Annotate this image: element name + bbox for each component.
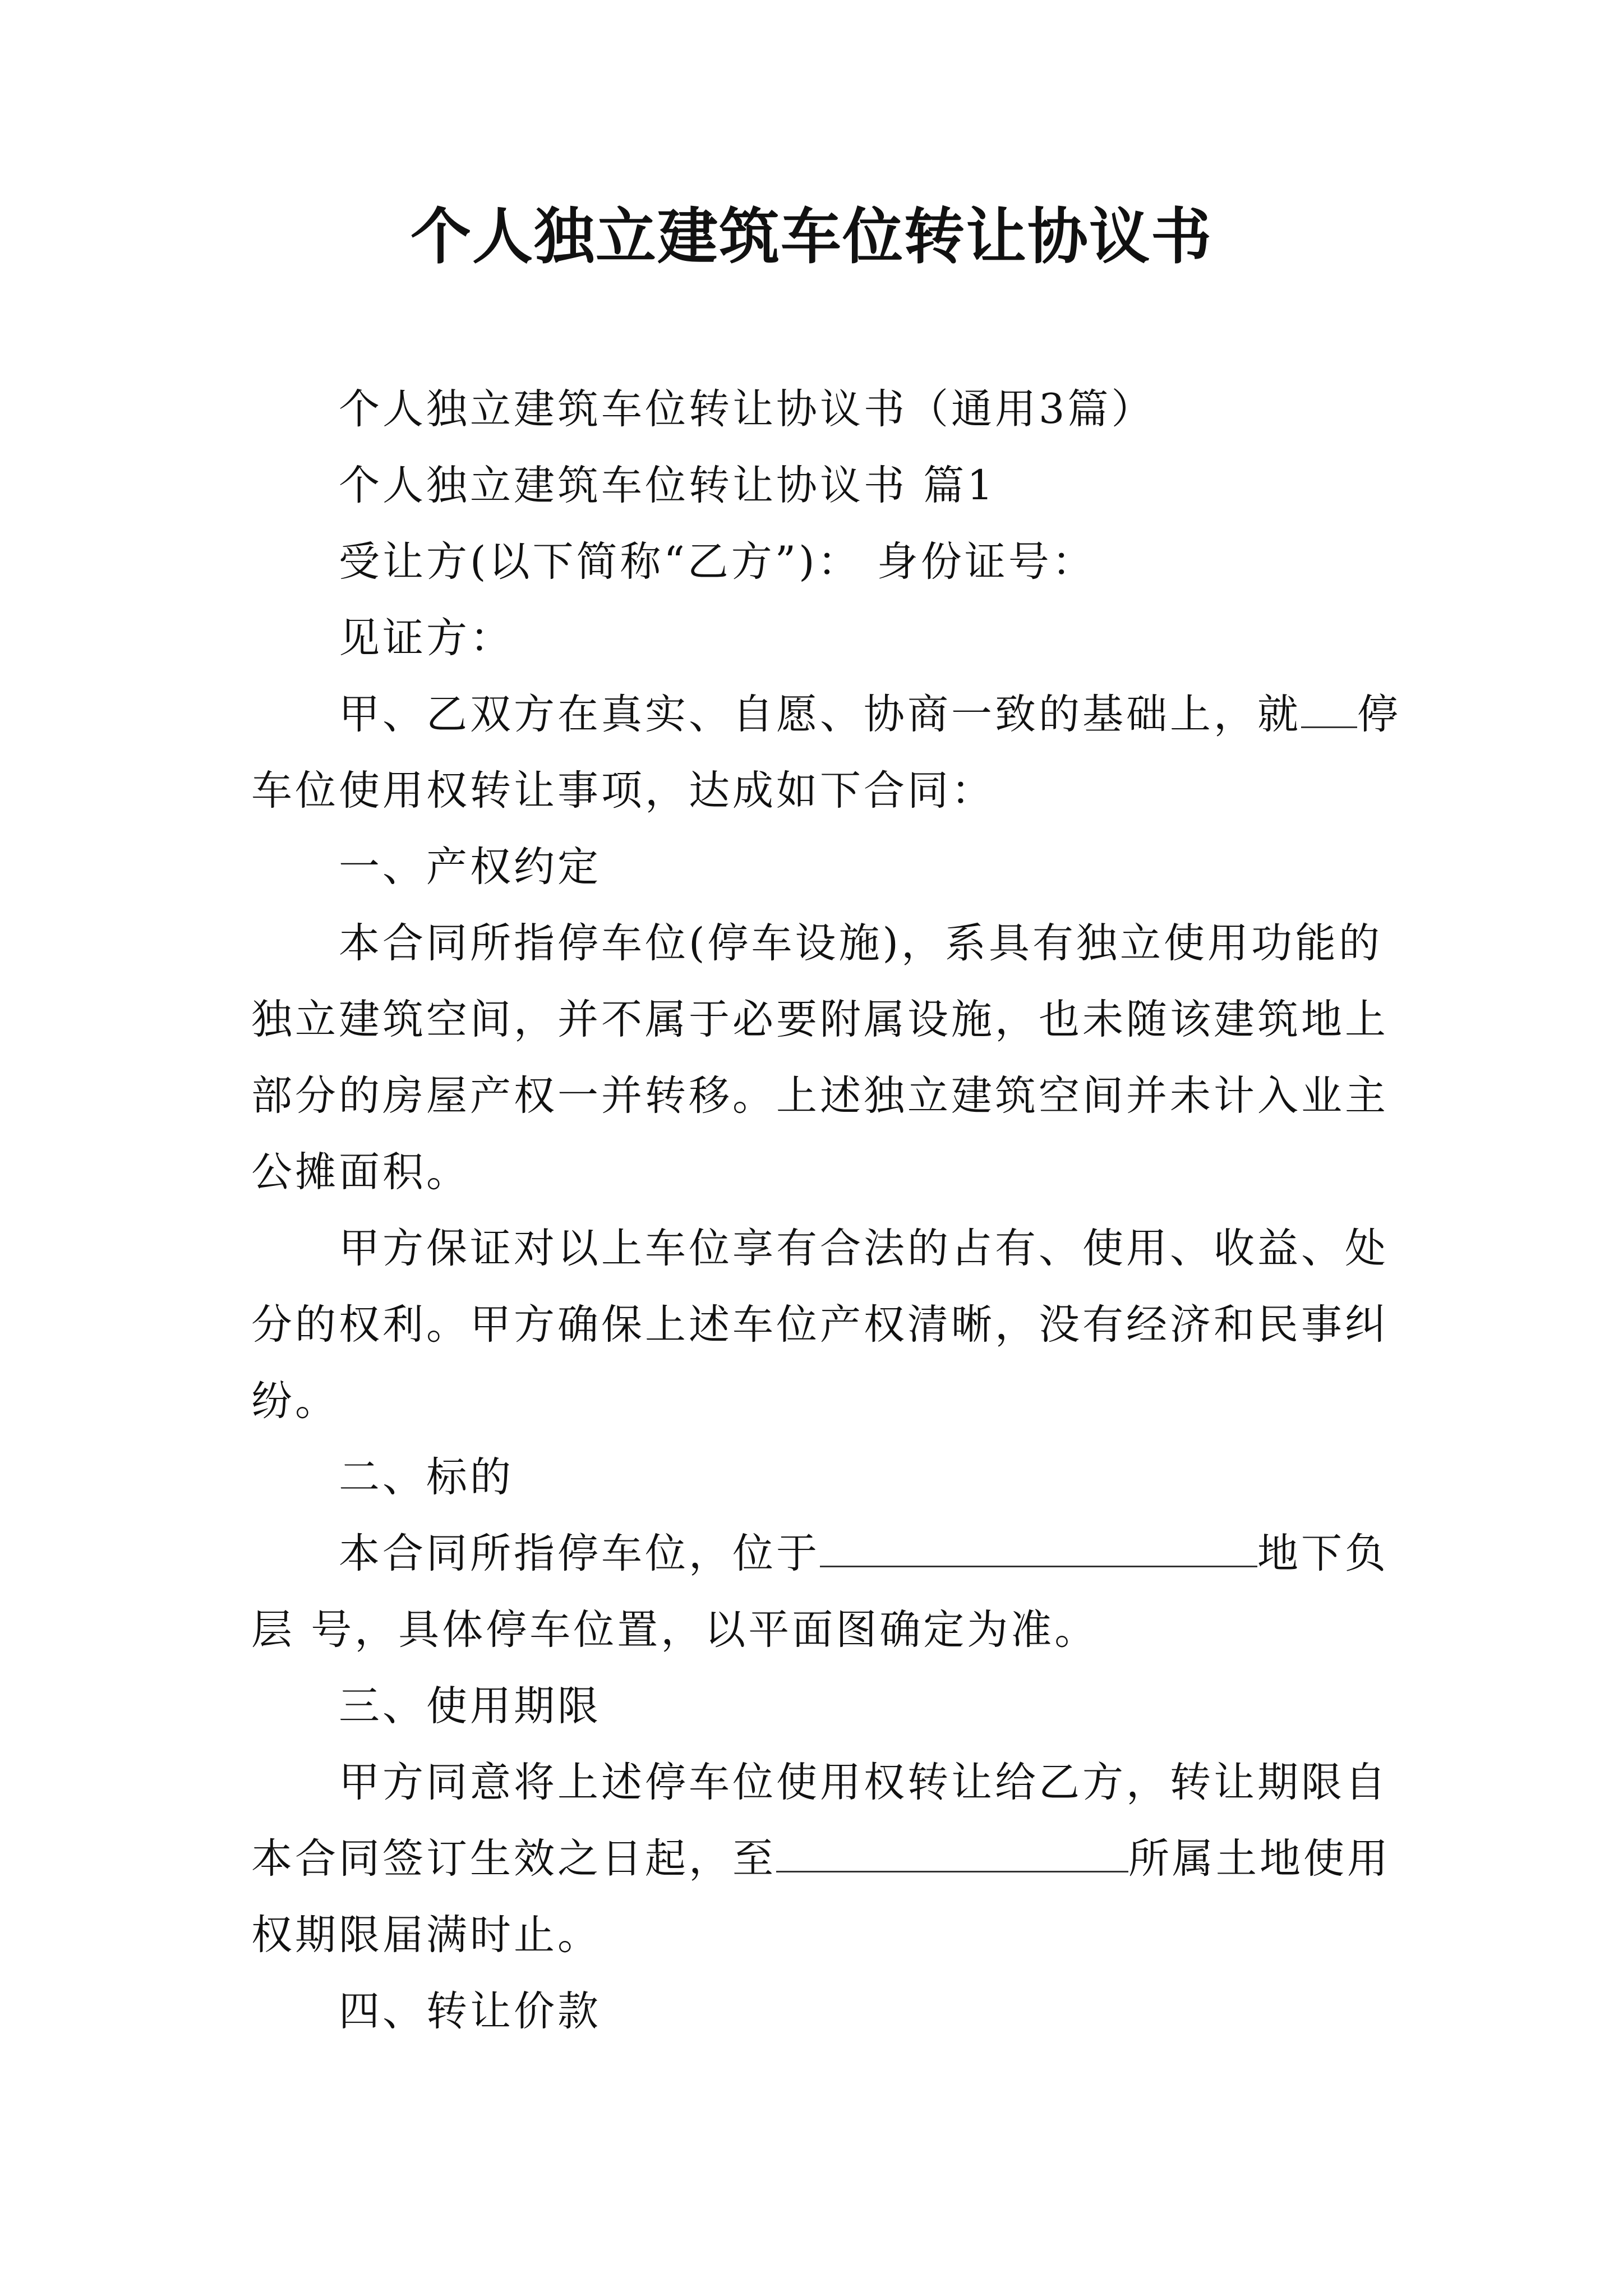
clause-heading-text: 三、使用期限	[339, 1682, 601, 1730]
paragraph-line	[251, 1745, 1389, 1821]
transferee-line	[251, 524, 1384, 600]
paragraph-line	[251, 1211, 1389, 1287]
clause-heading-text: 二、标的	[339, 1453, 514, 1501]
paragraph-text: 所属土地使用	[1128, 1835, 1391, 1883]
paragraph-text: 权期限届满时止。	[251, 1911, 601, 1959]
paragraph-line	[251, 1592, 1384, 1668]
fill-in-blank	[1301, 680, 1357, 728]
paragraph-line	[251, 1821, 1391, 1897]
paragraph-line	[251, 905, 1384, 982]
paragraph-line	[251, 753, 1384, 829]
paragraph-text: 地下负	[1257, 1530, 1389, 1577]
paragraph-text: 本合同所指停车位(停车设施)，系具有独立使用功能的	[339, 919, 1382, 967]
paragraph-text: 停	[1357, 691, 1401, 738]
section-heading-1	[251, 448, 1384, 524]
paragraph-text: 本合同签订生效之日起，至	[251, 1835, 776, 1883]
fill-in-blank	[776, 1825, 1128, 1872]
paragraph-text: 部分的房屋产权一并转移。上述独立建筑空间并未计入业主	[251, 1072, 1389, 1120]
paragraph-line	[251, 1897, 1384, 1973]
paragraph-text: 本合同所指停车位，位于	[339, 1530, 820, 1577]
section-heading-text: 个人独立建筑车位转让协议书 篇1	[339, 462, 996, 509]
paragraph-text: 甲方保证对以上车位享有合法的占有、使用、收益、处	[339, 1225, 1389, 1272]
paragraph-line	[251, 1058, 1389, 1134]
document-body	[251, 371, 1401, 2050]
paragraph-text: 甲、乙双方在真实、自愿、协商一致的基础上，就	[339, 691, 1301, 738]
paragraph-text: 公摊面积。	[251, 1148, 470, 1196]
paragraph-text: 分的权利。甲方确保上述车位产权清晰，没有经济和民事纠	[251, 1301, 1389, 1349]
clause-heading-term	[251, 1668, 1384, 1745]
paragraph-text: 甲方同意将上述停车位使用权转让给乙方，转让期限自	[339, 1759, 1389, 1806]
witness-line	[251, 600, 1384, 677]
fill-in-blank	[820, 1520, 1257, 1567]
witness-text: 见证方：	[339, 614, 514, 662]
clause-heading-subject	[251, 1439, 1384, 1516]
clause-heading-price	[251, 1973, 1384, 2050]
paragraph-text: 独立建筑空间，并不属于必要附属设施，也未随该建筑地上	[251, 996, 1389, 1043]
clause-heading-property	[251, 829, 1384, 905]
paragraph-line	[251, 677, 1401, 753]
clause-heading-text: 一、产权约定	[339, 843, 601, 891]
subtitle-line	[251, 371, 1384, 448]
paragraph-line	[251, 1363, 1384, 1439]
paragraph-text: 层 号，具体停车位置，以平面图确定为准。	[251, 1606, 1099, 1654]
transferee-text: 受让方(以下简称“乙方”)： 身份证号：	[339, 538, 1096, 586]
paragraph-line	[251, 1516, 1389, 1592]
clause-heading-text: 四、转让价款	[339, 1987, 601, 2035]
paragraph-line	[251, 1287, 1389, 1363]
paragraph-line	[251, 1134, 1384, 1211]
document-title: 个人独立建筑车位转让协议书	[410, 201, 1212, 272]
paragraph-text: 车位使用权转让事项，达成如下合同：	[251, 767, 995, 815]
paragraph-line	[251, 982, 1389, 1058]
subtitle-text: 个人独立建筑车位转让协议书（通用3篇）	[339, 385, 1155, 433]
paragraph-text: 纷。	[251, 1377, 339, 1425]
